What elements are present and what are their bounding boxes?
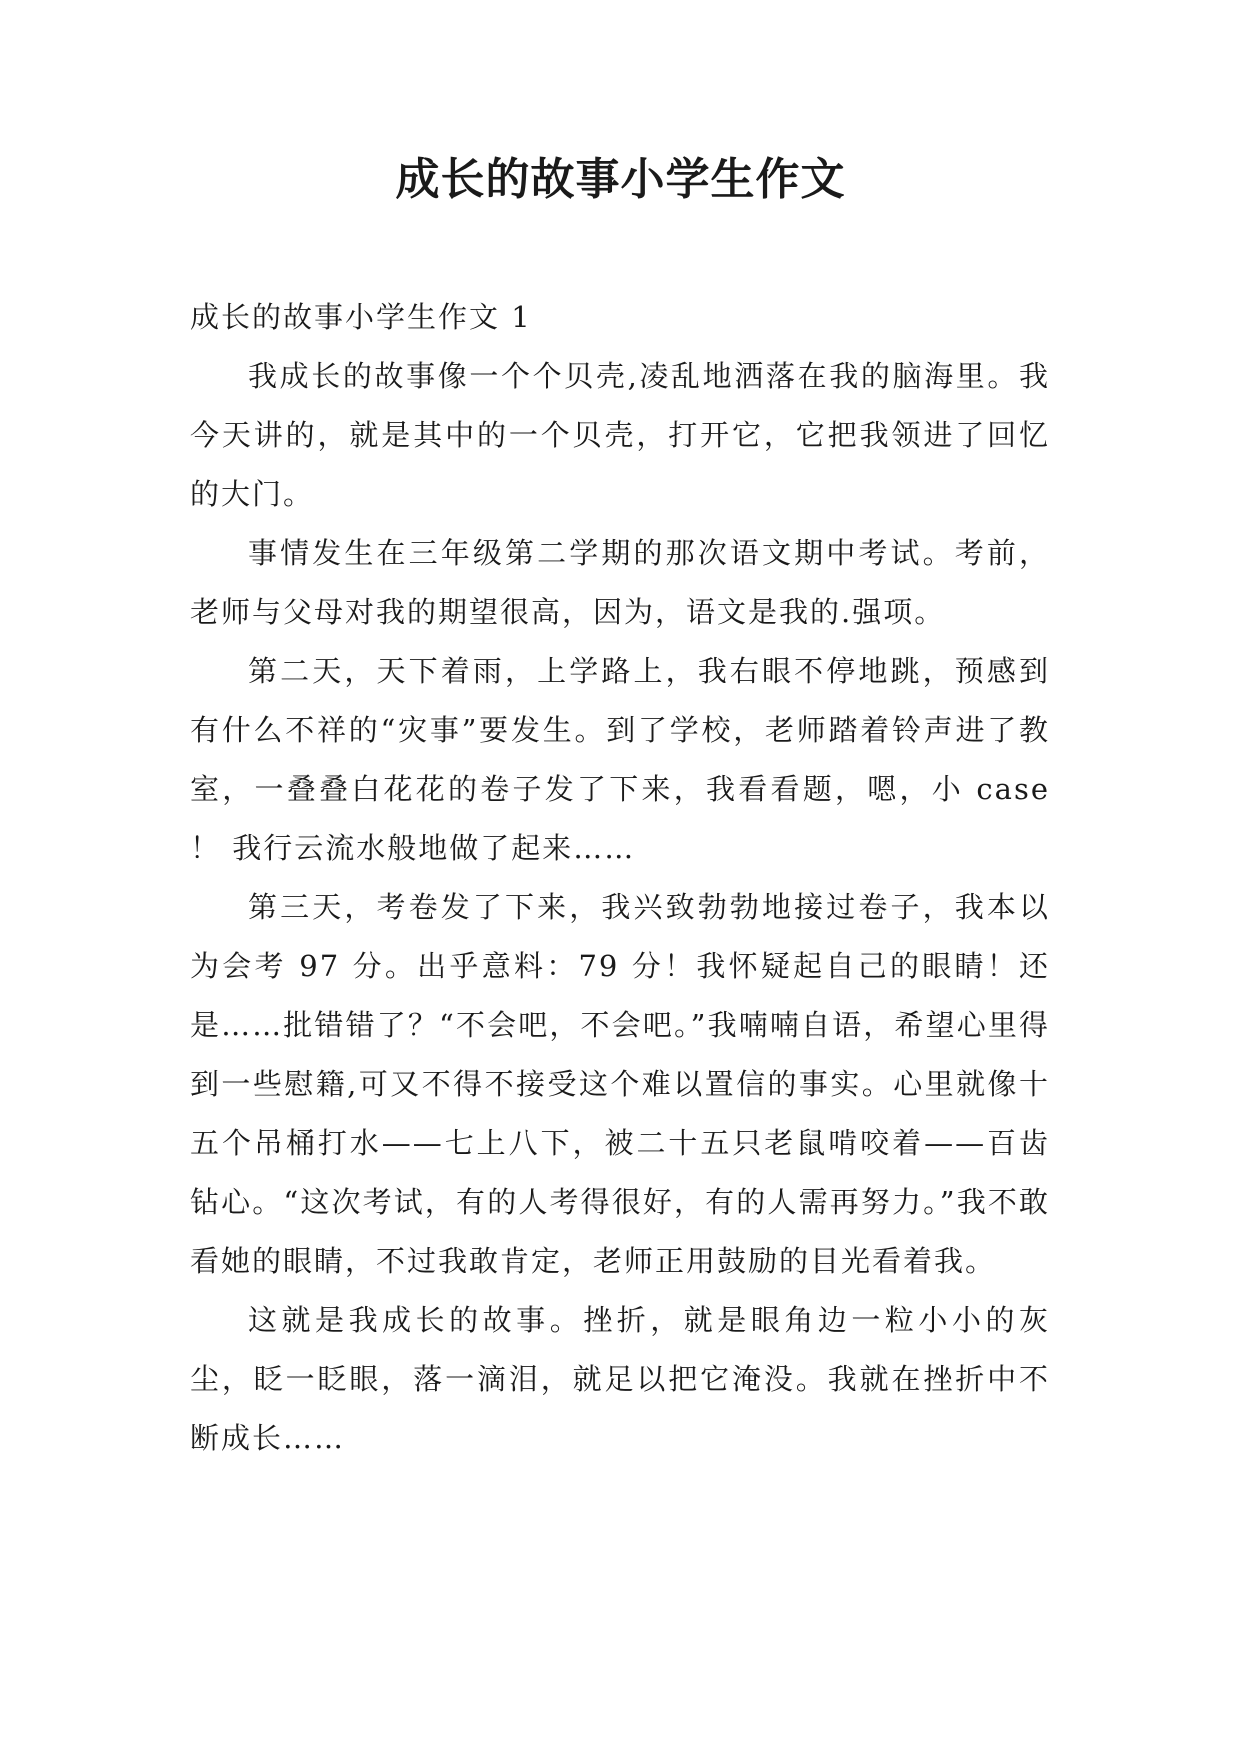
paragraph-4: 第三天，考卷发了下来，我兴致勃勃地接过卷子，我本以为会考 97 分。出乎意料：79 分！我怀疑起自己的眼睛！还是……批错错了？“不会吧，不会吧。”我喃喃自语，希望心里得到一些慰籍,可又不得不接受这个难以置信的事实。心里就像十五个吊桶打水——七上八下，被二十五只老鼠啃咬着——百齿钻心。“这次考试，有的人考得很好，有的人需再努力。”我不敢看她的眼睛，不过我敢肯定，老师正用鼓励的目光看着我。 [190,890,1050,1278]
document-title: 成长的故事小学生作文 [395,154,846,205]
paragraph-2: 事情发生在三年级第二学期的那次语文期中考试。考前，老师与父母对我的期望很高，因为，语文是我的.强项。 [190,536,1050,629]
section-heading: 成长的故事小学生作文 1 [190,300,532,334]
paragraph-3: 第二天，天下着雨，上学路上，我右眼不停地跳，预感到有什么不祥的“灾事”要发生。到了学校，老师踏着铃声进了教室，一叠叠白花花的卷子发了下来，我看看题，嗯，小 case ！ 我行云流水般地做了起来…… [190,654,1050,865]
paragraph-1: 我成长的故事像一个个贝壳,凌乱地洒落在我的脑海里。我今天讲的，就是其中的一个贝壳，打开它，它把我领进了回忆的大门。 [190,359,1050,511]
document-body [190,288,1050,1468]
paragraph-5: 这就是我成长的故事。挫折，就是眼角边一粒小小的灰尘，眨一眨眼，落一滴泪，就足以把它淹没。我就在挫折中不断成长…… [190,1303,1050,1455]
